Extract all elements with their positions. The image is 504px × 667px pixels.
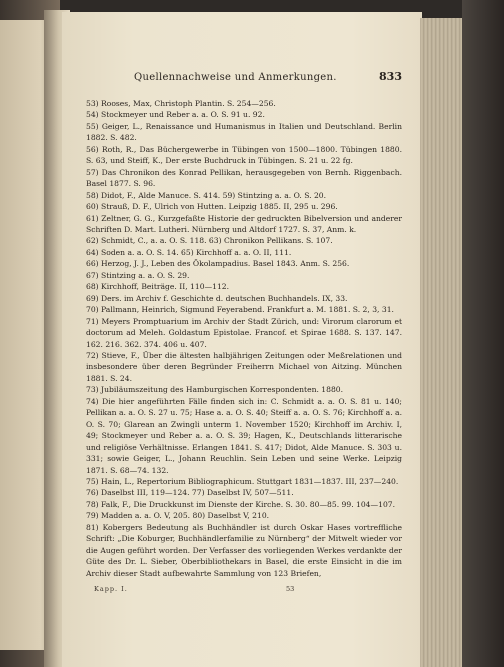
footnote-entry: 78) Falk, F., Die Druckkunst im Dienste der Kirche. S. 30. 80—85. 99. 104—107. xyxy=(86,499,396,509)
book-right-cover xyxy=(462,0,504,667)
footnote-entry: 66) Herzog, J. J., Leben des Ökolampadius. Basel 1843. Anm. S. 256. xyxy=(86,259,350,269)
footnote-entry: 73) Jubiläumszeitung des Hamburgischen Korrespondenten. 1880. xyxy=(86,385,344,395)
footnote-entry: 67) Stintzing a. a. O. S. 29. xyxy=(86,270,190,280)
sheet-number: 53 xyxy=(286,585,295,593)
footnote-entry: 81) Kobergers Bedeutung als Buchhändler ist durch Oskar Hases vortreffliche Schrift: „Die Koburger, Buchhändlerfamilie zu Nürnberg“ der Mitwelt wieder vor die Augen geführt worden. Der Verfasser des vorliegenden Werkes verdankte der Güte des Dr. L. Sieber, Oberbibliothekars in Basel, die erste Einsicht in die im Archiv dieser Stadt aufbewahrte Sammlung von 123 Briefen, xyxy=(86,522,402,578)
signature-label: Kapp. I. xyxy=(94,585,128,593)
page-title: Quellennachweise und Anmerkungen. xyxy=(134,72,337,83)
footnote-entry: 55) Geiger, L., Renaissance und Humanismus in Italien und Deutschland. Berlin 1882. S. 482. xyxy=(86,121,402,143)
footnote-entry: 69) Ders. im Archiv f. Geschichte d. deutschen Buchhandels. IX, 33. xyxy=(86,293,348,303)
footnote-entry: 61) Zeltner, G. G., Kurzgefaßte Historie der gedruckten Bibelversion und anderer Schriften D. Mart. Lutheri. Nürnberg und Altdorf 1727. S. 37, Anm. k. xyxy=(86,213,402,234)
footnote-entry: 72) Stieve, F., Über die ältesten halbjährigen Zeitungen oder Meßrelationen und insbesondere über deren Begründer Freiherrn Michael von Aitzing. München 1881. S. 24. xyxy=(86,350,402,383)
footnote-entry: 54) Stockmeyer und Reber a. a. O. S. 91 u. 92. xyxy=(86,110,265,120)
footnote-entry: 68) Kirchhoff, Beiträge. II, 110—112. xyxy=(86,282,230,292)
footnote-entry: 64) Soden a. a. O. S. 14. 65) Kirchhoff a. a. O. II, 111. xyxy=(86,247,292,257)
footnote-entry: 60) Strauß, D. F., Ulrich von Hutten. Leipzig 1885. II, 295 u. 296. xyxy=(86,202,338,212)
page-stack-edge xyxy=(420,18,466,667)
footnote-entry: 57) Das Chronikon des Konrad Pellikan, herausgegeben von Bernh. Riggenbach. Basel 1877. S. 96. xyxy=(86,167,402,189)
footnote-entry: 75) Hain, L., Repertorium Bibliographicum. Stuttgart 1831—1837. III, 237—240. xyxy=(86,476,399,486)
footnote-entry: 71) Meyers Promptuarium im Archiv der Stadt Zürich, und: Virorum clarorum et doctorum ad Meleh. Goldastum Epistolae. Francof. et Spirae 1688. S. 137. 147. 162. 216. 362. 374. 406 u. 407. xyxy=(86,316,402,349)
footnote-entry: 58) Didot, F., Alde Manuce. S. 414. 59) Stintzing a. a. O. S. 20. xyxy=(86,190,327,200)
page-number: 833 xyxy=(379,70,402,83)
footnote-list xyxy=(86,98,402,579)
page-footer xyxy=(86,585,402,597)
page-header xyxy=(86,70,402,86)
footnote-entry: 76) Daselbst III, 119—124. 77) Daselbst IV, 507—511. xyxy=(86,488,294,498)
footnote-entry: 74) Die hier angeführten Fälle finden sich in: C. Schmidt a. a. O. S. 81 u. 140; Pellikan a. a. O. S. 27 u. 75; Hase a. a. O. S. 40; Steiff a. a. O. S. 76; Kirchhoff a. a. O. S. 70; Glarean an Zwingli unterm 1. November 1520; Kirchhoff im Archiv. I, 49; Stockmeyer und Reber a. a. O. S. 39; Hagen, K., Deutschlands litterarische und religiöse Verhältnisse. Erlangen 1841. S. 417; Didot, Alde Manuce. S. 303 u. 331; sowie Geiger, L., Johann Reuchlin. Sein Leben und seine Werke. Leipzig 1871. S. 68—74. 132. xyxy=(86,396,402,475)
footnote-entry: 79) Madden a. a. O. V, 205. 80) Daselbst V, 210. xyxy=(86,511,270,521)
footnote-entry: 53) Rooses, Max, Christoph Plantin. S. 254—256. xyxy=(86,99,276,108)
footnote-entry: 62) Schmidt, C., a. a. O. S. 118. 63) Chronikon Pellikans. S. 107. xyxy=(86,236,333,246)
footnote-entry: 56) Roth, R., Das Büchergewerbe in Tübingen von 1500—1800. Tübingen 1880. S. 63, und Steiff, K., Der erste Buchdruck in Tübingen. S. 21 u. 22 fg. xyxy=(86,144,402,166)
footnote-entry: 70) Pallmann, Heinrich, Sigmund Feyerabend. Frankfurt a. M. 1881. S. 2, 3, 31. xyxy=(86,305,394,315)
